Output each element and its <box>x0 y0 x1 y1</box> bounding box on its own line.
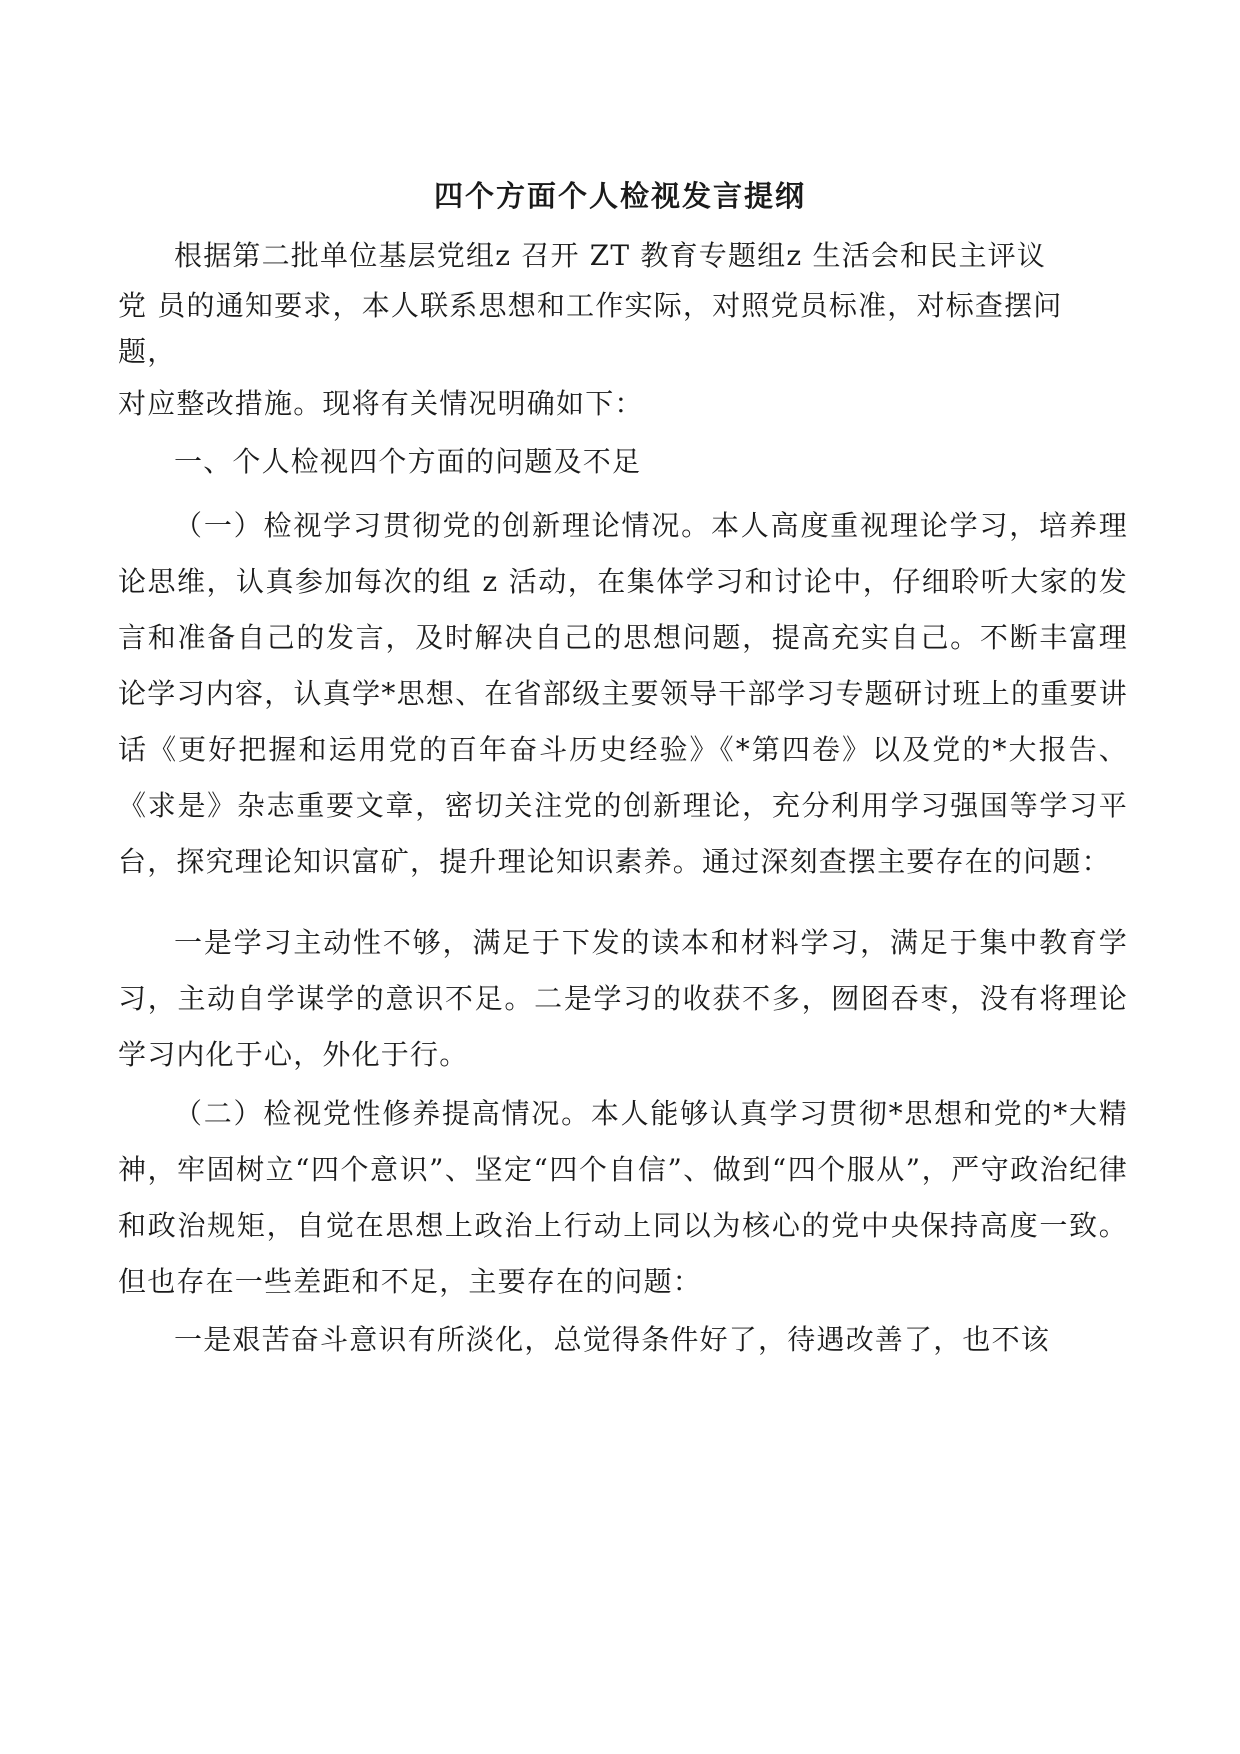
intro-line-3: 题， <box>118 335 177 368</box>
intro-line-2: 党 员的通知要求，本人联系思想和工作实际，对照党员标准，对标查摆问 <box>118 289 1063 322</box>
intro-line-1: 根据第二批单位基层党组z 召开 ZT 教育专题组z 生活会和民主评议 <box>174 239 1047 272</box>
paragraph-hardship-problems: 一是艰苦奋斗意识有所淡化，总觉得条件好了，待遇改善了，也不该 <box>174 1323 1051 1356</box>
section-heading: 一、个人检视四个方面的问题及不足 <box>174 445 642 478</box>
paragraph-party-spirit: （二）检视党性修养提高情况。本人能够认真学习贯彻*思想和党的*大精神，牢固树立“四个意识”、坚定“四个自信”、做到“四个服从”，严守政治纪律和政治规矩，自觉在思想上政治上行动上同以为核心的党中央保持高度一致。但也存在一些差距和不足，主要存在的问题： <box>118 1097 1128 1298</box>
intro-line-4: 对应整改措施。现将有关情况明确如下： <box>118 387 644 420</box>
paragraph-study-theory: （一）检视学习贯彻党的创新理论情况。本人高度重视理论学习，培养理论思维，认真参加每次的组 z 活动，在集体学习和讨论中，仔细聆听大家的发言和准备自己的发言，及时解决自己的思想问题，提高充实自己。不断丰富理论学习内容，认真学*思想、在省部级主要领导干部学习专题研讨班上的重要讲话《更好把握和运用党的百年奋斗历史经验》《*第四卷》以及党的*大报告、《求是》杂志重要文章，密切关注党的创新理论，充分利用学习强国等学习平台，探究理论知识富矿，提升理论知识素养。通过深刻查摆主要存在的问题： <box>118 509 1128 878</box>
paragraph-study-problems: 一是学习主动性不够，满足于下发的读本和材料学习，满足于集中教育学习，主动自学谋学的意识不足。二是学习的收获不多，囫囵吞枣，没有将理论学习内化于心，外化于行。 <box>118 926 1128 1071</box>
document-title: 四个方面个人检视发言提纲 <box>433 179 806 213</box>
